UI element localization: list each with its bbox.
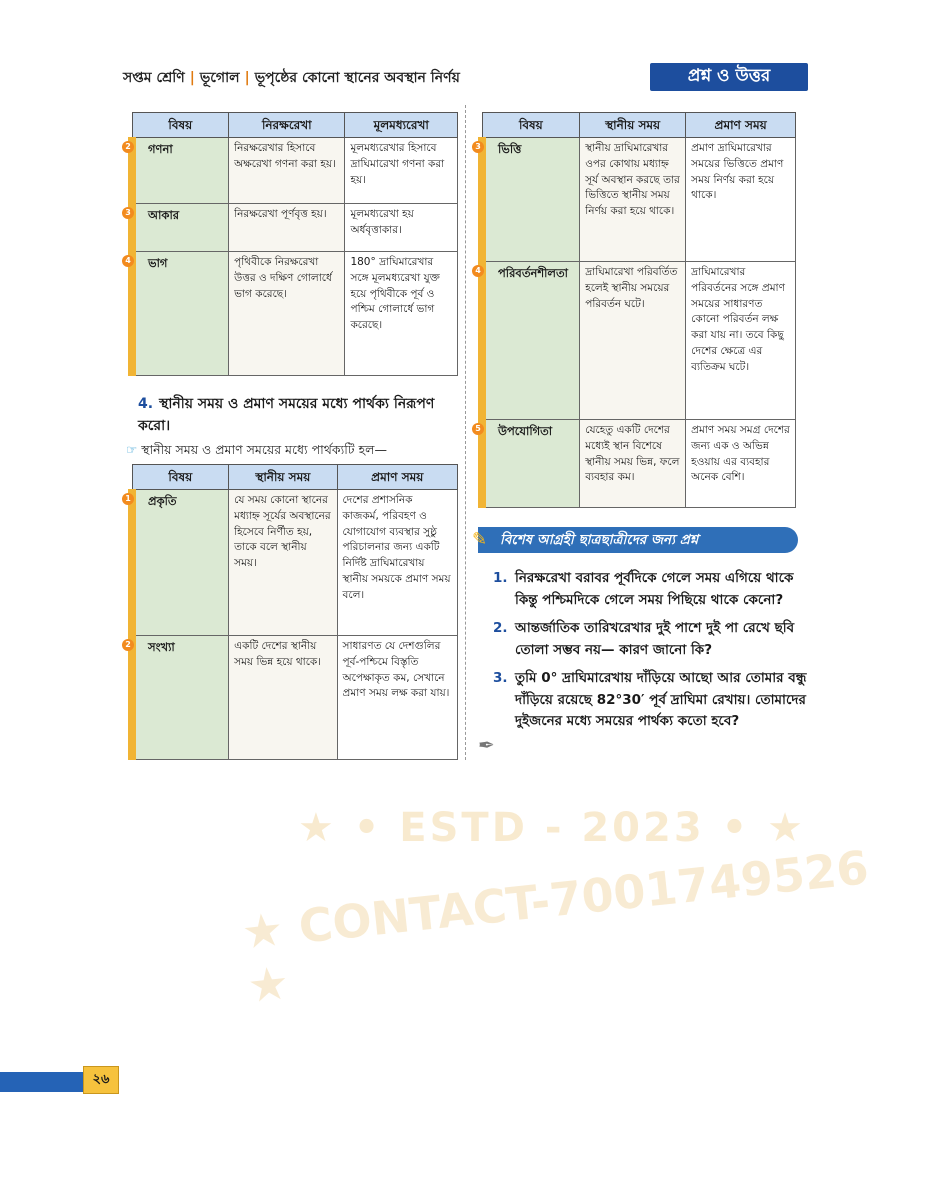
breadcrumb <box>123 66 460 90</box>
row-subject-label: উপযোগিতা <box>498 424 553 438</box>
question-text: স্থানীয় সময় ও প্রমাণ সময়ের মধ্যে পার্থক্য নিরূপণ করো। <box>138 396 435 434</box>
question-number: 2. <box>493 620 508 636</box>
table-header: স্থানীয় সময় <box>229 465 337 490</box>
special-question <box>493 618 813 661</box>
table-cell: যে সময় কোনো স্থানের মধ্যাহ্ন সূর্যের অবস্থানের হিসেবে নির্ণীত হয়, তাকে বলে স্থানীয় সময়। <box>229 490 337 636</box>
table-header: বিষয় <box>132 465 229 490</box>
row-number-badge: 4 <box>122 255 134 267</box>
special-question <box>493 668 813 733</box>
table-cell: প্রমাণ সময় সমগ্র দেশের জন্য এক ও অভিন্ন হওয়ায় এর ব্যবহার অনেক বেশি। <box>686 420 796 508</box>
column-divider <box>465 105 466 760</box>
comparison-table-time-right <box>475 112 796 508</box>
table-cell: 180° দ্রাঘিমারেখার সঙ্গে মূলমধ্যরেখা যুক্ত হয়ে পৃথিবীকে পূর্ব ও পশ্চিম গোলার্ধে ভাগ করেছে। <box>345 252 458 376</box>
question-number: 1. <box>493 570 508 586</box>
answer-intro-text: স্থানীয় সময় ও প্রমাণ সময়ের মধ্যে পার্থক্যটি হল— <box>141 442 387 457</box>
section-badge: প্রশ্ন ও উত্তর <box>650 63 808 91</box>
table-header-row <box>482 113 796 138</box>
table-cell: দ্রাঘিমারেখা পরিবর্তিত হলেই স্থানীয় সময়ের পরিবর্তন ঘটে। <box>580 262 686 420</box>
special-questions-banner <box>472 527 798 553</box>
row-subject-label: সংখ্যা <box>148 640 175 654</box>
table-cell: নিরক্ষরেখার হিসাবে অক্ষরেখা গণনা করা হয়। <box>229 138 345 204</box>
watermark-contact: ★ CONTACT-7001749526 ★ <box>239 840 871 1014</box>
table-header: নিরক্ষরেখা <box>229 113 345 138</box>
question-4 <box>138 394 456 437</box>
breadcrumb-class: সপ্তম শ্রেণি <box>123 70 185 86</box>
table-header: প্রমাণ সময় <box>337 465 457 490</box>
pencil-icon: ✎ <box>472 529 488 550</box>
table-header-row <box>132 113 458 138</box>
special-questions-title: বিশেষ আগ্রহী ছাত্রছাত্রীদের জন্য প্রশ্ন <box>500 531 699 548</box>
breadcrumb-separator: | <box>189 70 195 86</box>
table-row <box>132 490 458 636</box>
breadcrumb-subject: ভূগোল <box>199 70 240 86</box>
page-number: ২৬ <box>83 1066 119 1094</box>
row-subject-label: আকার <box>148 208 180 222</box>
row-number-badge: 1 <box>122 493 134 505</box>
table-cell: দ্রাঘিমারেখার পরিবর্তনের সঙ্গে প্রমাণ সময়ের সাধারণত কোনো পরিবর্তন লক্ষ করা যায় না। তবে কিছু দেশের ক্ষেত্রে এর ব্যতিক্রম ঘটে। <box>686 262 796 420</box>
row-number-badge: 5 <box>472 423 484 435</box>
row-number-badge: 4 <box>472 265 484 277</box>
watermark-estd: ★ • ESTD - 2023 • ★ <box>298 805 806 851</box>
answer-icon: ☞ <box>126 442 138 457</box>
table-cell: দেশের প্রশাসনিক কাজকর্ম, পরিবহণ ও যোগাযোগ ব্যবস্থার সুষ্ঠু পরিচালনার জন্য একটি নির্দিষ্ট দ্রাঘিমারেখায় স্থানীয় সময়কে প্রমাণ সময় বলে। <box>337 490 457 636</box>
table-row <box>482 138 796 262</box>
table-cell: পৃথিবীকে নিরক্ষরেখা উত্তর ও দক্ষিণ গোলার্ধে ভাগ করেছে। <box>229 252 345 376</box>
row-number-badge: 3 <box>472 141 484 153</box>
table-header: বিষয় <box>132 113 229 138</box>
table-cell: একটি দেশের স্থানীয় সময় ভিন্ন হয়ে থাকে। <box>229 636 337 760</box>
row-subject <box>125 636 229 760</box>
table-cell: প্রমাণ দ্রাঘিমারেখার সময়ের ভিত্তিতে প্রমাণ সময় নির্ণয় করা হয়ে থাকে। <box>686 138 796 262</box>
row-subject-label: পরিবর্তনশীলতা <box>498 266 568 280</box>
table-row <box>132 252 458 376</box>
answer-intro <box>126 442 387 462</box>
table-row <box>132 138 458 204</box>
question-text: নিরক্ষরেখা বরাবর পূর্বদিকে গেলে সময় এগিয়ে থাকে কিন্তু পশ্চিমদিকে গেলে সময় পিছিয়ে থাকে কেনো? <box>515 570 794 608</box>
question-text: আন্তর্জাতিক তারিখরেখার দুই পাশে দুই পা রেখে ছবি তোলা সম্ভব নয়— কারণ জানো কি? <box>515 620 795 658</box>
row-number-badge: 3 <box>122 207 134 219</box>
table-header: বিষয় <box>482 113 580 138</box>
row-subject <box>125 138 229 204</box>
table-header: মূলমধ্যরেখা <box>345 113 458 138</box>
table-row <box>482 262 796 420</box>
question-number: 4. <box>138 396 154 412</box>
question-number: 3. <box>493 670 508 686</box>
breadcrumb-separator: | <box>244 70 250 86</box>
pen-icon: ✒ <box>478 733 495 757</box>
row-number-badge: 2 <box>122 141 134 153</box>
breadcrumb-chapter: ভূপৃষ্ঠের কোনো স্থানের অবস্থান নির্ণয় <box>254 70 460 86</box>
comparison-table-lat-long <box>125 112 458 376</box>
row-subject <box>475 420 580 508</box>
row-subject-label: প্রকৃতি <box>148 494 177 508</box>
table-cell: যেহেতু একটি দেশের মধ্যেই স্থান বিশেষে স্থানীয় সময় ভিন্ন, ফলে ব্যবহার কম। <box>580 420 686 508</box>
table-header-row <box>132 465 458 490</box>
table-cell: মূলমধ্যরেখা হয় অর্ধবৃত্তাকার। <box>345 204 458 252</box>
row-subject-label: গণনা <box>148 142 173 156</box>
row-subject <box>125 490 229 636</box>
table-row <box>482 420 796 508</box>
row-subject <box>475 262 580 420</box>
table-row <box>132 204 458 252</box>
table-header: প্রমাণ সময় <box>686 113 796 138</box>
special-question <box>493 568 813 611</box>
table-cell: মূলমধ্যরেখার হিসাবে দ্রাঘিমারেখা গণনা করা হয়। <box>345 138 458 204</box>
row-subject <box>125 252 229 376</box>
table-header: স্থানীয় সময় <box>580 113 686 138</box>
row-subject <box>125 204 229 252</box>
question-text: তুমি 0° দ্রাঘিমারেখায় দাঁড়িয়ে আছো আর তোমার বন্ধু দাঁড়িয়ে রয়েছে 82°30′ পূর্ব দ্রাঘিমা রেখায়। তোমাদের দুইজনের মধ্যে সময়ের পার্থক্য কতো হবে? <box>515 670 807 730</box>
comparison-table-time-left <box>125 464 458 760</box>
row-subject <box>475 138 580 262</box>
table-row <box>132 636 458 760</box>
row-number-badge: 2 <box>122 639 134 651</box>
table-cell: সাধারণত যে দেশগুলির পূর্ব-পশ্চিমে বিস্তৃতি অপেক্ষাকৃত কম, সেখানে প্রমাণ সময় লক্ষ করা যায়। <box>337 636 457 760</box>
row-subject-label: ভাগ <box>148 256 168 270</box>
row-subject-label: ভিত্তি <box>498 142 522 156</box>
table-cell: স্থানীয় দ্রাঘিমারেখার ওপর কোথায় মধ্যাহ্ন সূর্য অবস্থান করছে তার ভিত্তিতে স্থানীয় সময় নির্ণয় করা হয়ে থাকে। <box>580 138 686 262</box>
table-cell: নিরক্ষরেখা পূর্ণবৃত্ত হয়। <box>229 204 345 252</box>
